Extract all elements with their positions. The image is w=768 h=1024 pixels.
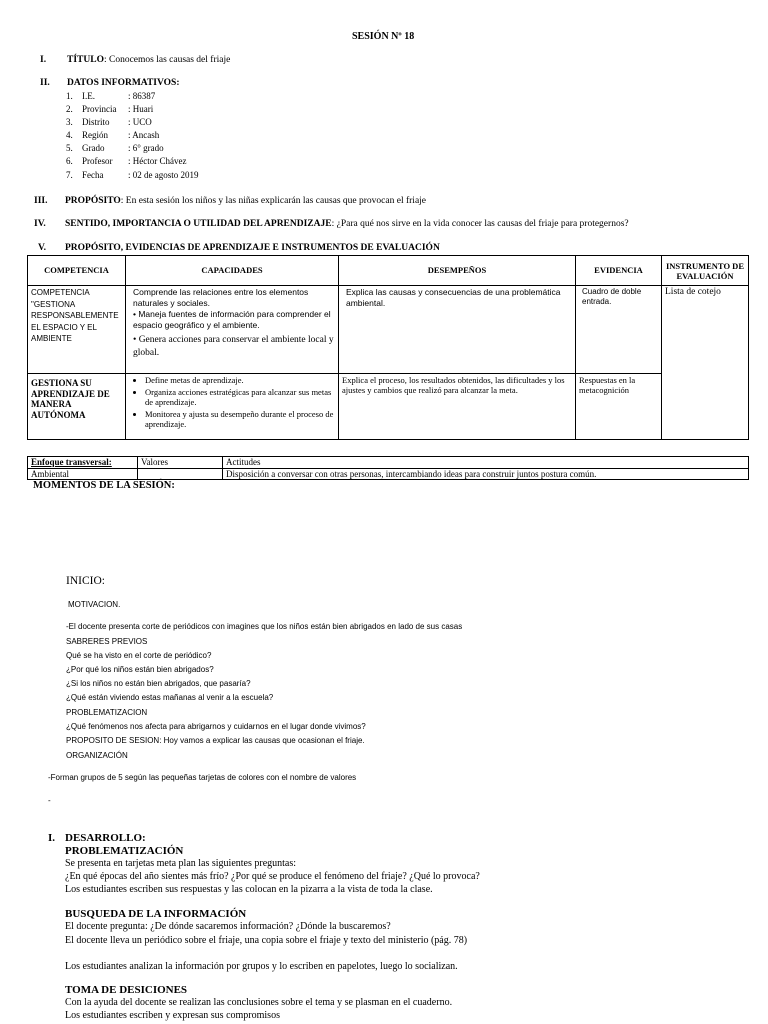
- subheading-busqueda: BUSQUEDA DE LA INFORMACIÓN: [65, 908, 247, 920]
- cell-enfoque: Ambiental: [28, 468, 138, 480]
- datos-item: 5. Grado : 6° grado: [66, 143, 164, 154]
- cell-competencia: COMPETENCIA "GESTIONA RESPONSABLEMENTE EL ESPACIO Y EL AMBIENTE: [28, 286, 126, 374]
- inicio-line: Qué se ha visto en el corte de periódico?: [66, 651, 212, 660]
- inicio-heading: INICIO:: [66, 575, 105, 587]
- section-proposito: [34, 196, 426, 206]
- paragraph: Con la ayuda del docente se realizan las conclusiones sobre el tema y se plasman en el cuaderno.: [65, 997, 453, 1008]
- datos-item: 6. Profesor : Héctor Chávez: [66, 156, 187, 167]
- header-desempenos: DESEMPEÑOS: [339, 256, 576, 286]
- section-number: V.: [38, 243, 47, 253]
- section-label: SENTIDO, IMPORTANCIA O UTILIDAD DEL APRENDIZAJE: [65, 219, 332, 229]
- cell-capacidades: Comprende las relaciones entre los elementos naturales y sociales. • Maneja fuentes de información para comprender el espacio geográfico y el ambiente. • Genera acciones para conservar el ambiente local y global.: [126, 286, 339, 374]
- inicio-line: ¿Si los niños no están bien abrigados, que pasaría?: [66, 679, 251, 688]
- cell-desempeno: Explica el proceso, los resultados obtenidos, las dificultades y los ajustes y cambios que realizó para alcanzar la meta.: [339, 374, 576, 440]
- cell-valores: [138, 468, 223, 480]
- cell-enfoque-label: Enfoque transversal:: [28, 457, 138, 469]
- cell-desempeno: Explica las causas y consecuencias de una problemática ambiental.: [339, 286, 576, 374]
- table-row: [28, 286, 749, 374]
- section-value: : ¿Para qué nos sirve en la vida conocer las causas del friaje para protegernos?: [331, 219, 629, 229]
- enfoque-table: [27, 456, 749, 480]
- cell-actitudes-label: Actitudes: [223, 457, 749, 469]
- section-label: PROPÓSITO, EVIDENCIAS DE APRENDIZAJE E INSTRUMENTOS DE EVALUACIÓN: [65, 243, 440, 253]
- datos-item: 3. Distrito : UCO: [66, 117, 152, 128]
- paragraph: El docente pregunta: ¿De dónde sacaremos información? ¿Dónde la buscaremos?: [65, 921, 391, 932]
- section-number: IV.: [34, 219, 46, 229]
- paragraph: Se presenta en tarjetas meta plan las siguientes preguntas:: [65, 858, 297, 869]
- session-title: SESIÓN Nº 18: [352, 31, 415, 42]
- section-titulo: [40, 55, 230, 65]
- section-label: TÍTULO: [67, 55, 104, 65]
- section-number: II.: [40, 78, 50, 88]
- cell-instrumento: Lista de cotejo: [662, 286, 749, 440]
- inicio-line: ¿Qué fenómenos nos afecta para abrigarnos y cuidarnos en el lugar donde vivimos?: [66, 722, 366, 731]
- inicio-line: ORGANIZACIÓN: [66, 751, 128, 760]
- datos-list: [66, 90, 199, 182]
- inicio-line: PROPOSITO DE SESION: Hoy vamos a explicar las causas que ocasionan el friaje.: [66, 736, 365, 745]
- datos-item: 2. Provincia : Huari: [66, 104, 154, 115]
- paragraph: Los estudiantes escriben y expresan sus compromisos: [65, 1010, 280, 1021]
- inicio-line: SABRERES PREVIOS: [66, 637, 148, 646]
- section-value: : Conocemos las causas del friaje: [103, 55, 231, 65]
- paragraph: ¿En qué épocas del año sientes más frío? ¿Por qué se produce el fenómeno del friaje? ¿Qué lo provoca?: [65, 871, 480, 882]
- section-datos: II. DATOS INFORMATIVOS:: [40, 78, 180, 88]
- table-row: [28, 374, 749, 440]
- section-value: : En esta sesión los niños y las niñas explicarán las causas que provocan el friaje: [120, 196, 427, 206]
- header-capacidades: CAPACIDADES: [126, 256, 339, 286]
- table-row: [28, 468, 749, 480]
- section-sentido: [34, 219, 629, 229]
- header-evidencia: EVIDENCIA: [576, 256, 662, 286]
- paragraph: El docente lleva un periódico sobre el friaje, una copia sobre el friaje y texto del ministerio (pág. 78): [65, 935, 468, 946]
- inicio-line: ¿Qué están viviendo estas mañanas al venir a la escuela?: [66, 693, 274, 702]
- inicio-line: PROBLEMATIZACION: [66, 708, 148, 717]
- inicio-line: MOTIVACION.: [68, 600, 121, 609]
- section-label: DATOS INFORMATIVOS: [67, 78, 177, 88]
- cell-valores-label: Valores: [138, 457, 223, 469]
- inicio-line: ¿Por qué los niños están bien abrigados?: [66, 665, 214, 674]
- cell-evidencia: Cuadro de doble entrada.: [576, 286, 662, 374]
- cell-competencia: GESTIONA SU APRENDIZAJE DE MANERA AUTÓNOMA: [28, 374, 126, 440]
- inicio-line: -Forman grupos de 5 según las pequeñas tarjetas de colores con el nombre de valores: [48, 773, 357, 782]
- cell-actitudes: Disposición a conversar con otras personas, intercambiando ideas para construir juntos postura común.: [223, 468, 749, 480]
- header-instrumento: INSTRUMENTO DE EVALUACIÓN: [662, 256, 749, 286]
- evaluation-table: [27, 255, 749, 440]
- datos-item: 1. I.E. : 86387: [66, 91, 156, 101]
- cell-evidencia: Respuestas en la metacognición: [576, 374, 662, 440]
- datos-item: 7. Fecha : 02 de agosto 2019: [66, 169, 199, 180]
- table-header-row: [28, 256, 749, 286]
- inicio-line: -: [48, 796, 51, 805]
- subheading-toma-decisiones: TOMA DE DESICIONES: [65, 984, 188, 996]
- section-label: PROPÓSITO: [65, 196, 121, 206]
- paragraph: Los estudiantes analizan la información por grupos y lo escriben en papelotes, luego lo socializan.: [65, 961, 458, 972]
- section-number: III.: [34, 196, 48, 206]
- section-evidencias: [38, 243, 440, 253]
- cell-capacidades: • Define metas de aprendizaje. • Organiza acciones estratégicas para alcanzar sus metas de aprendizaje. • Monitorea y ajusta su desempeño durante el proceso de aprendizaje.: [126, 374, 339, 440]
- section-number: I.: [40, 55, 47, 65]
- datos-item: 4. Región : Ancash: [66, 130, 160, 141]
- inicio-line: -El docente presenta corte de periódicos con imagines que los niños están bien abrigados en lado de sus casas: [66, 622, 463, 631]
- table-row: [28, 457, 749, 469]
- desarrollo-heading: I. DESARROLLO:: [48, 832, 146, 844]
- momentos-heading: MOMENTOS DE LA SESIÓN:: [33, 480, 175, 491]
- paragraph: Los estudiantes escriben sus respuestas y las colocan en la pizarra a la vista de toda la clase.: [65, 884, 433, 895]
- subheading-problematizacion: PROBLEMATIZACIÓN: [65, 845, 184, 857]
- header-competencia: COMPETENCIA: [28, 256, 126, 286]
